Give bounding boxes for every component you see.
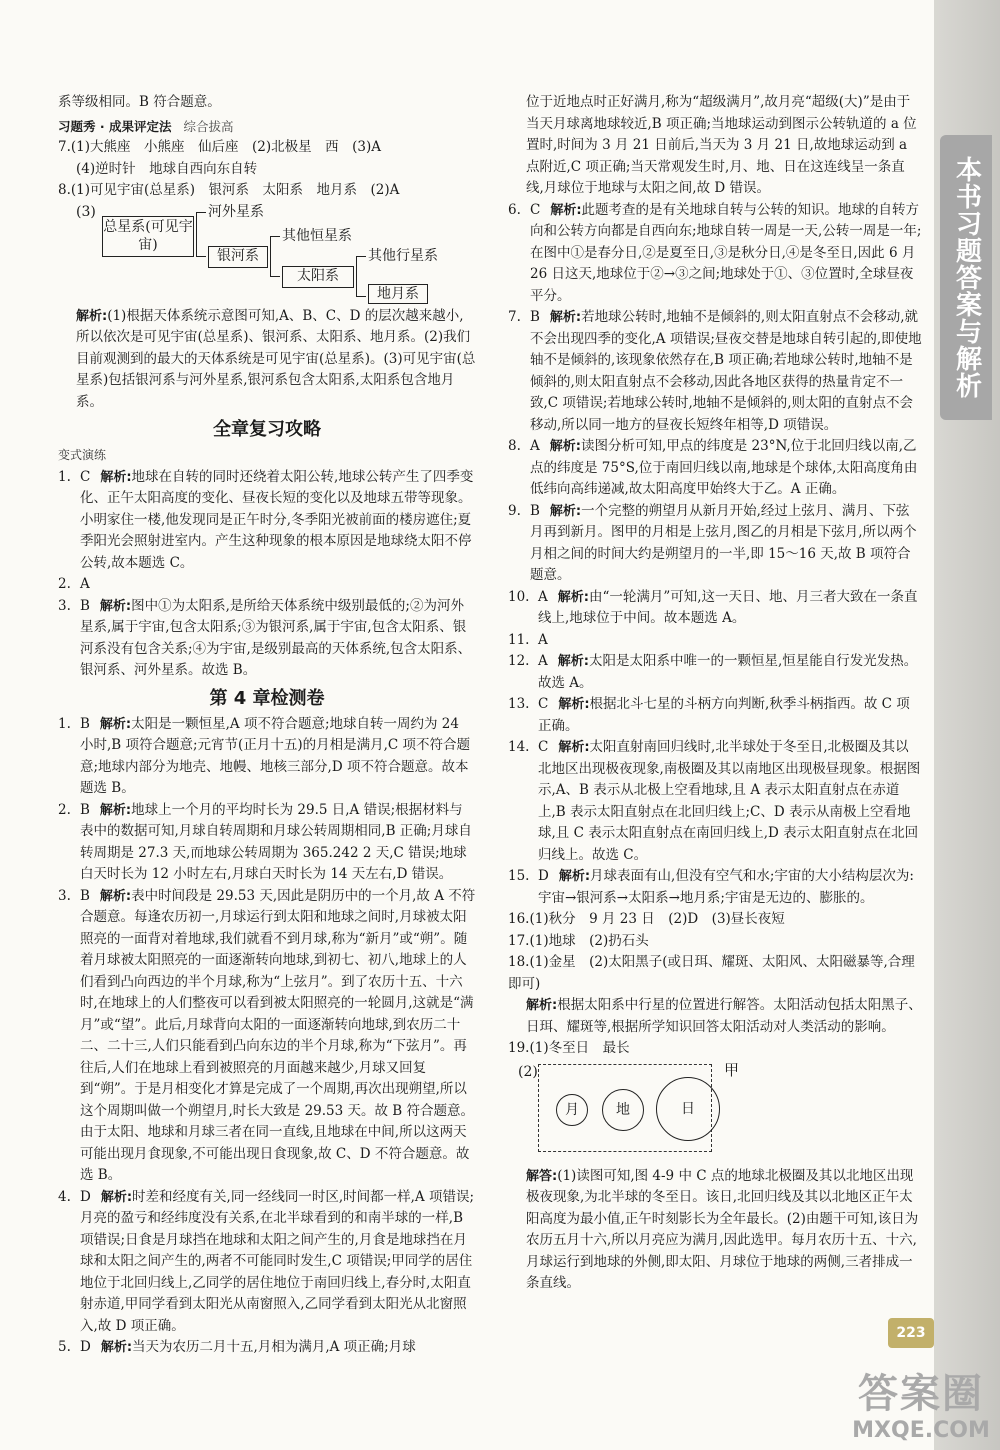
item-number: 4. [58, 1188, 71, 1205]
answer-letter: A [530, 438, 540, 454]
connector [196, 212, 206, 213]
test-item-14-text: 太阳直射南回归线时,北半球处于冬至日,北极圈及其以北地区出现极夜现象,南极圈及其以南地区出现极昼现象。根据图示,A、B 表示从北极上空看地球,且 A 表示太阳直射点在赤道上,B 表示太阳直射点在北回归线上;C、D 表示从南极上空看地球,且 C 表示太阳直射点在南回归线上,D 表示太阳直射点在北回归线上。故选 C。 [538, 739, 921, 863]
label-jia: 甲 [724, 1060, 740, 1079]
item-number: 7. [508, 309, 521, 325]
q8-explanation [58, 306, 476, 414]
label-other-galaxies: 河外星系 [208, 203, 264, 220]
item-number: 13. [508, 696, 530, 712]
review-item-1 [58, 467, 476, 575]
test-item-1-text: 太阳是一颗恒星,A 项不符合题意;地球自转一周约为 24 小时,B 项符合题意;元宵节(正月十五)的月相是满月,C 项不符合题意;地球内部分为地壳、地幔、地核三部分,D 项不符合题意。故本题选 B。 [80, 715, 470, 796]
test-item-5-continued: 位于近地点时正好满月,称为“超级满月”,故月亮“超级(大)”是由于当天月球离地球较近,B 项正确;当地球运动到图示公转轨道的 a 位置时,时间为 3 月 21 日前后,当天为 3 月 21 日,故地球运动到 a 点附近,C 项正确;当天常观发生时,月、地、日在这连线呈一条直线,月球位于地球与太阳之间,故 D 错误。 [526, 94, 917, 196]
explanation-label: 解析: [549, 503, 582, 519]
test-item-15-text: 月球表面有山,但没有空气和水;宇宙的大小结构层次为:宇宙→银河系→太阳系→地月系;宇宙是无边的、膨胀的。 [538, 868, 914, 906]
test-item-10-text: 由“一轮满月”可知,这一天日、地、月三者大致在一条直线上,地球位于中间。故本题选 A。 [538, 588, 918, 626]
test-item-19-answer-text: (1)读图可知,图 4-9 中 C 点的地球北极圈及其以北地区出现极夜现象,为北半球的冬至日。该日,北回归线及其以北地区正午太阳高度为最小值,正午时刻影长为全年最长。(2)由题干可知,该日为农历五月十六,所以月亮应为满月,因此选甲。每月农历十五、十六,月球运行到地球的外侧,即太阳、月球位于地球的两侧,三者排成一条直线。 [526, 1167, 919, 1291]
item-number: 12. [508, 653, 530, 669]
item-number: 10. [508, 588, 530, 605]
item-number: 1. [58, 468, 71, 485]
review-item-3-text: 图中①为太阳系,是所给天体系统中级别最低的;②为河外星系,属于宇宙,包含太阳系;③为银河系,属于宇宙,包含太阳系、银河系没有包含关系;④为宇宙,是级别最高的天体系统,包含太阳系、银河系、河外星系。故选 B。 [80, 597, 472, 678]
test-item-12 [508, 651, 922, 694]
item-number: 14. [508, 739, 530, 755]
connector [270, 236, 271, 276]
item-number: 6. [508, 201, 521, 218]
explanation-label: 解析: [99, 802, 132, 818]
sun-circle: 日 [656, 1077, 720, 1141]
test-item-16: 16.(1)秋分 9 月 23 日 (2)D (3)昼长夜短 [508, 911, 785, 927]
test-item-5-text: 当天为农历二月十五,月相为满月,A 项正确;月球 [132, 1339, 416, 1355]
right-sidebar [934, 0, 1000, 1450]
answer-label: 解答: [526, 1168, 558, 1184]
explanation-label: 解析: [558, 697, 590, 712]
item-number: 1. [58, 715, 71, 732]
explanation-label: 解析: [99, 716, 132, 732]
test-item-14 [508, 737, 922, 866]
test-item-17: 17.(1)地球 (2)扔石头 [508, 932, 649, 949]
review-item-1-text: 地球在自转的同时还绕着太阳公转,地球公转产生了四季变化、正午太阳高度的变化、昼夜长短的变化以及地球五带等现象。小明家住一楼,他发现同是正午时分,冬季阳光被前面的楼房遮住;夏季阳光会照射进室内。产生这种现象的根本原因是地球绕太阳不停公转,故本题选 C。 [80, 468, 474, 571]
page-number: 223 [888, 1318, 934, 1348]
test-item-13 [508, 694, 922, 737]
test-item-6-text: 此题考查的是有关地球自转与公转的知识。地球的自转方向和公转方向都是自西向东;地球自转一周是一天,公转一周是一年;在图中①是春分日,②是夏至日,③是秋分日,④是冬至日,因此 6 月 26 日这天,地球位于②→③之间;地球处于①、③位置时,全球昼夜平分。 [530, 201, 922, 304]
test-item-11 [508, 630, 922, 652]
q8-part3-label: (3) [76, 203, 96, 220]
answer-letter: C [538, 739, 549, 755]
explanation-label: 解析: [557, 589, 589, 605]
item-number: 15. [508, 868, 530, 884]
watermark [846, 1370, 996, 1444]
test-item-13-text: 根据北斗七星的斗柄方向判断,秋季斗柄指西。故 C 项正确。 [538, 696, 910, 734]
connector [196, 212, 197, 256]
test-item-7 [508, 307, 922, 436]
connector [270, 236, 280, 237]
item-number: 3. [58, 887, 71, 904]
test-item-19: 19.(1)冬至日 最长 [508, 1040, 630, 1056]
answer-letter: B [80, 887, 90, 904]
test-item-4 [58, 1187, 476, 1338]
label-other-stars: 其他恒星系 [282, 227, 352, 244]
explanation-label: 解析: [558, 869, 591, 884]
box-earth-moon: 地月系 [368, 284, 428, 304]
test-item-2 [58, 800, 476, 886]
celestial-system-diagram [58, 204, 476, 302]
section-header [58, 116, 476, 138]
section-title: 习题秀 · 成果评定法 [58, 118, 172, 134]
moon-circle: 月 [556, 1094, 588, 1126]
test-item-1 [58, 714, 476, 800]
test-item-9-text: 一个完整的朔望月从新月开始,经过上弦月、满月、下弦月再到新月。图甲的月相是上弦月,图乙的月相是下弦月,所以两个月相之间的时间大约是朔望月的一半,即 15～16 天,故 B 项符合题意。 [530, 502, 917, 583]
connector [270, 276, 280, 277]
sidebar-tab-title: 本书习题答案与解析 [940, 135, 992, 420]
test-item-3-text: 表中时间段是 29.53 天,因此是阴历中的一个月,故 A 不符合题意。每逢农历初一,月球运行到太阳和地球之间时,月球被太阳照亮的一面背对着地球,我们就看不到月球,称为“新月”或“朔”。随着月球被太阳照亮的一面逐渐转向地球,到初七、初八,地球上的人们看到凸向西边的半个月球,称为“上弦月”。到了农历十五、十六时,在地球上的人们整夜可以看到被太阳照亮的一轮圆月,这就是“满月”或“望”。此后,月球背向太阳的一面逐渐转向地球,到农历二十二、二十三,人们只能看到凸向东边的半个月球,称为“下弦月”。再往后,人们在地球上看到被照亮的月面越来越少,月球又回复到“朔”。于是月相变化才算是完成了一个周期,再次出现朔望,所以这个周期叫做一个朔望月,时长大致是 29.53 天。故 B 符合题意。由于太阳、地球和月球三者在同一直线,且地球在中间,所以这两天可能出现月食现象,不可能出现日食现象,故 C、D 不符合题意。故选 B。 [80, 887, 476, 1183]
box-solar-system: 太阳系 [282, 266, 354, 288]
explanation-label: 解析: [100, 1189, 133, 1205]
q7-line1: 7.(1)大熊座 小熊座 仙后座 (2)北极星 西 (3)A [58, 139, 381, 155]
connector [356, 256, 366, 257]
explanation-label: 解析: [99, 598, 132, 614]
explanation-label: 解析: [100, 1340, 133, 1355]
item-number: 9. [508, 502, 521, 519]
q7-line2: (4)逆时针 地球自西向东自转 [76, 160, 258, 177]
box-milky-way: 银河系 [208, 246, 268, 268]
answer-letter: B [80, 597, 90, 614]
watermark-en: MXQE.COM [852, 1418, 990, 1443]
review-item-2 [58, 574, 476, 596]
test-item-4-text: 时差和经度有关,同一经线同一时区,时间都一样,A 项错误;月亮的盈亏和经纬度没有关系,在北半球看到的和南半球的一样,B 项错误;日食是月球挡在地球和太阳之间产生的,月食是地球挡在月球和太阳之间产生的,两者不可能同时发生,C 项错误;甲同学的居住地位于北回归线上,乙同学的居住地位于南回归线上,春分时,太阳直射赤道,甲同学看到太阳光从南窗照入,乙同学看到太阳光从北窗照入,故 D 项正确。 [80, 1188, 474, 1334]
test-item-5 [58, 1337, 476, 1359]
answer-letter: B [530, 309, 540, 325]
test-item-8-text: 读图分析可知,甲点的纬度是 23°N,位于北回归线以南,乙点的纬度是 75°S,位于南回归线以南,地球是个球体,太阳高度角由低纬向高纬递减,故太阳高度甲始终大于乙。A 正确。 [530, 438, 918, 497]
answer-letter: B [80, 715, 90, 732]
answer-letter: B [80, 801, 90, 818]
item-number: 11. [508, 631, 530, 648]
explanation-label: 解析: [549, 439, 581, 454]
answer-letter: D [80, 1188, 91, 1205]
explanation-label: 解析: [100, 469, 132, 485]
answer-letter: A [538, 588, 548, 605]
watermark-cn: 答案圈 [858, 1371, 984, 1417]
explanation-label: 解析: [558, 740, 590, 755]
q19-part2-label: (2) [518, 1063, 538, 1080]
connector [356, 256, 357, 296]
answer-letter: A [80, 576, 90, 592]
explanation-label: 解析: [526, 998, 558, 1013]
label-other-planets: 其他行星系 [368, 247, 438, 264]
item-number: 5. [58, 1339, 71, 1355]
test-item-18-explanation-text: 根据太阳系中行星的位置进行解答。太阳活动包括太阳黑子、日珥、耀斑等,根据所学知识回答太阳活动对人类活动的影响。 [526, 997, 922, 1035]
answer-letter: D [538, 868, 549, 884]
test-item-18-explanation [508, 995, 922, 1038]
test-item-7-text: 若地球公转时,地轴不是倾斜的,则太阳直射点不会移动,就不会出现四季的变化,A 项错误;昼夜交替是地球自转引起的,即使地轴不是倾斜的,该现象依然存在,B 项正确;若地球公转时,地轴不是倾斜的,则太阳直射点不会移动,因此各地区获得的热量肯定不一致,C 项错误;若地球公转时,地轴不是倾斜的,则太阳的直射点不会移动,所以同一地方的昼夜长短终年相等,D 项错误。 [530, 309, 922, 433]
answer-letter: B [530, 502, 540, 519]
answer-letter: D [80, 1339, 91, 1355]
test-item-19-answer [508, 1166, 922, 1295]
item-number: 8. [508, 438, 521, 454]
explanation-label: 解析: [550, 202, 582, 218]
answer-letter: A [538, 631, 548, 648]
earth-circle: 地 [602, 1089, 644, 1131]
chapter-test-title: 第 4 章检测卷 [209, 687, 325, 709]
explanation-label: 解析: [557, 654, 589, 669]
explanation-label: 解析: [549, 310, 582, 325]
answer-letter: C [538, 696, 549, 712]
connector [356, 296, 366, 297]
test-item-10 [508, 587, 922, 630]
item-number: 2. [58, 801, 71, 818]
chapter-review-title: 全章复习攻略 [213, 419, 321, 440]
explanation-label: 解析: [99, 888, 132, 904]
section-subtitle: 综合拔高 [183, 118, 234, 134]
intro-text: 系等级相同。B 符合题意。 [58, 94, 221, 110]
test-item-18: 18.(1)金星 (2)太阳黑子(或日珥、耀斑、太阳风、太阳磁暴等,合理即可) [508, 954, 915, 992]
box-total-universe: 总星系(可见宇宙) [102, 216, 194, 257]
answer-letter: C [530, 201, 541, 218]
left-column [58, 92, 476, 1359]
item-number: 3. [58, 597, 71, 614]
moon-earth-sun-diagram [508, 1060, 922, 1160]
variant-practice-label: 变式演练 [58, 448, 107, 462]
test-item-8 [508, 436, 922, 501]
answer-letter: A [538, 653, 548, 669]
test-item-9 [508, 501, 922, 587]
test-item-3 [58, 886, 476, 1187]
connector [196, 256, 206, 257]
answer-letter: C [80, 468, 91, 485]
test-item-12-text: 太阳是太阳系中唯一的一颗恒星,恒星能自行发光发热。故选 A。 [538, 653, 918, 691]
test-item-6 [508, 200, 922, 308]
explanation-label: 解析: [76, 308, 108, 324]
test-item-15 [508, 866, 922, 909]
right-column [508, 92, 922, 1295]
q8-line1: 8.(1)可见宇宙(总星系) 银河系 太阳系 地月系 (2)A [58, 182, 400, 198]
test-item-2-text: 地球上一个月的平均时长为 29.5 日,A 错误;根据材料与表中的数据可知,月球自转周期和月球公转周期相同,B 正确;月球自转周期是 27.3 天,而地球公转周期为 365.242 2 天,C 错误;地球白天时长为 12 小时左右,月球白天时长为 14 天左右,D 错误。 [80, 801, 472, 882]
review-item-3 [58, 596, 476, 682]
item-number: 2. [58, 576, 71, 592]
q8-explanation-text: (1)根据天体系统示意图可知,A、B、C、D 的层次越来越小,所以依次是可见宇宙(总星系)、银河系、太阳系、地月系。(2)我们目前观测到的最大的天体系统是可见宇宙(总星系)。(3)可见宇宙(总星系)包括银河系与河外星系,银河系包含太阳系,太阳系包含地月系。 [76, 307, 476, 410]
